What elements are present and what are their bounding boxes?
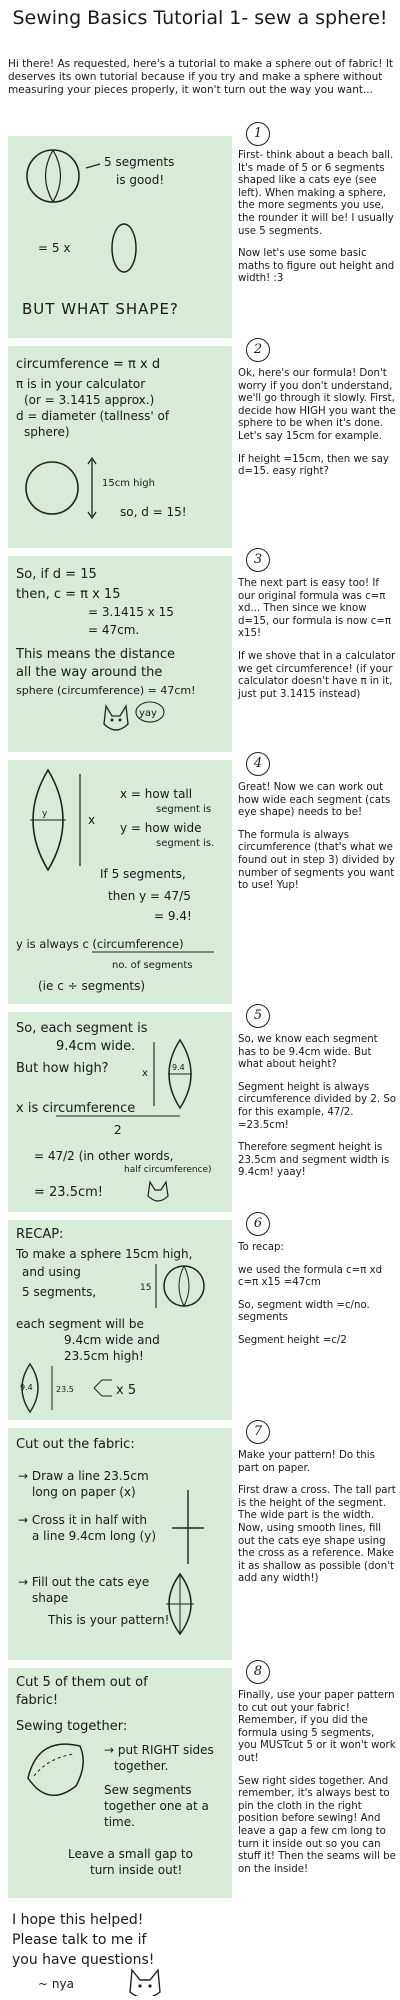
panel-6-text-9: 9.4: [20, 1383, 33, 1392]
panel-4-text-5: then y = 47/5: [108, 889, 191, 903]
step-7-para-1: Make your pattern! Do this part on paper.: [238, 1450, 375, 1474]
step-5-para-2: Segment height is always circumference divided by 2. So for this example, 47/2. =23.5cm!: [238, 1081, 397, 1131]
panel-6-text-2: and using: [22, 1265, 81, 1279]
step-8-para-1: Finally, use your paper pattern to cut out your fabric! Remember, if you did the formula using 5 segments, you MUSTcut 5 or it won't work out!: [238, 1690, 396, 1764]
panel-4-text-4: If 5 segments,: [100, 867, 186, 881]
step-1-para-2: Now let's use some basic maths to figure out height and width! :3: [238, 248, 395, 285]
panel-3-drawing: [8, 556, 232, 752]
panel-7-text-2: long on paper (x): [32, 1485, 136, 1499]
panel-step-1: [8, 136, 232, 338]
panel-4-text-1: segment is: [156, 804, 212, 815]
closing-drawing: [8, 1910, 238, 1996]
panel-5-text-4: 2: [114, 1123, 122, 1137]
panel-8-text-7: time.: [104, 1815, 135, 1829]
step-8-number: 8: [246, 1660, 270, 1684]
panel-1-text-1: is good!: [116, 173, 165, 187]
panel-8-text-9: turn inside out!: [90, 1863, 183, 1877]
panel-5-text-1: 9.4cm wide.: [56, 1039, 136, 1054]
closing-line-2: Please talk to me if: [12, 1932, 147, 1948]
panel-step-7: [8, 1428, 232, 1660]
step-6-number: 6: [246, 1212, 270, 1236]
panel-7-text-3: → Cross it in half with: [18, 1513, 147, 1527]
step-5-number: 5: [246, 1004, 270, 1028]
panel-8-text-1: fabric!: [16, 1693, 59, 1708]
panel-2-text-5: 15cm high: [102, 478, 155, 489]
panel-7-text-1: → Draw a line 23.5cm: [18, 1469, 149, 1483]
step-7-para-2: First draw a cross. The tall part is the height of the segment. The wide part is the width. Now, using smooth lines, fill out the cats eye shape using the cross as a reference. Make it as shallow as possible (don't add any width!): [238, 1485, 396, 1585]
panel-8-text-4: together.: [114, 1759, 169, 1773]
panel-step-6: [8, 1220, 232, 1420]
closing-line-1: I hope this helped!: [12, 1912, 144, 1928]
panel-8-text-6: together one at a: [104, 1799, 209, 1813]
closing-line-3: you have questions!: [12, 1952, 155, 1968]
panel-4-text-9: (ie c ÷ segments): [38, 979, 146, 993]
panel-6-text-5: each segment will be: [16, 1317, 144, 1331]
cat-doodle-icon: [130, 1970, 160, 1996]
panel-5-text-3: x is circumference: [16, 1101, 136, 1116]
panel-6-text-6: 9.4cm wide and: [64, 1333, 160, 1347]
panel-1-drawing: [8, 136, 232, 338]
step-3-para-2: If we shove that in a calculator we get circumference! (if your calculator doesn't have π in it, just put 3.1415 instead): [238, 650, 396, 700]
panel-6-text-10: 23.5: [56, 1385, 74, 1394]
panel-4-text-6: = 9.4!: [154, 909, 192, 923]
panel-3-text-2: = 3.1415 x 15: [88, 605, 174, 619]
step-1-number: 1: [246, 122, 270, 146]
step-2-number: 2: [246, 338, 270, 362]
step-4-para-1: Great! Now we can work out how wide each segment (cats eye shape) needs to be!: [238, 782, 391, 819]
page-title: Sewing Basics Tutorial 1- sew a sphere!: [12, 7, 388, 29]
panel-5-drawing: [8, 1012, 232, 1212]
panel-7-drawing: [8, 1428, 232, 1660]
svg-text:y: y: [42, 809, 48, 819]
panel-6-text-4: 15: [140, 1283, 152, 1293]
panel-6-text-8: x 5: [116, 1383, 137, 1398]
step-8-para-2: Sew right sides together. And remember, it's always best to pin the cloth in the right position before sewing! And leave a gap a few cm long to turn it inside out so you can stuff it! Then the seams will be on the inside!: [238, 1775, 396, 1875]
panel-2-text-3: d = diameter (tallness' of: [16, 409, 170, 423]
panel-1-text-0: 5 segments: [104, 155, 175, 169]
panel-step-3: [8, 556, 232, 752]
panel-3-text-6: sphere (circumference) = 47cm!: [16, 684, 196, 697]
step-2-para-2: If height =15cm, then we say d=15. easy right?: [238, 453, 389, 478]
panel-1-text-3: BUT WHAT SHAPE?: [22, 300, 179, 318]
panel-7-text-4: a line 9.4cm long (y): [32, 1529, 157, 1543]
step-6-para-2: we used the formula c=π xd c=π x15 =47cm: [238, 1264, 383, 1289]
panel-8-text-5: Sew segments: [104, 1783, 192, 1797]
panel-2-text-4: sphere): [24, 425, 70, 439]
step-4-number: 4: [246, 752, 270, 776]
step-4-para-2: The formula is always circumference (that's what we found out in step 3) divided by number of segments you want to use! Yup!: [238, 829, 395, 892]
panel-3-text-1: then, c = π x 15: [16, 587, 121, 602]
panel-4-text-2: y = how wide: [120, 821, 202, 835]
panel-1-text-2: = 5 x: [38, 241, 71, 255]
step-1-text: [238, 150, 396, 296]
panel-4-text-7: y is always c (circumference): [16, 937, 184, 951]
panel-5-text-5: = 47/2 (in other words,: [34, 1149, 174, 1163]
panel-2-text-6: so, d = 15!: [120, 505, 187, 519]
panel-4-text-3: segment is.: [156, 838, 215, 849]
panel-5-text-8: 9.4: [172, 1063, 185, 1072]
panel-3-text-7: yay: [139, 708, 157, 719]
panel-4-text-8: no. of segments: [112, 960, 193, 971]
step-5-para-1: So, we know each segment has to be 9.4cm wide. But what about height?: [238, 1034, 378, 1071]
closing-signature: ~ nya: [38, 1977, 74, 1991]
panel-2-drawing: [8, 346, 232, 548]
panel-6-text-3: 5 segments,: [22, 1285, 97, 1299]
step-2-para-1: Ok, here's our formula! Don't worry if you don't understand, we'll go through it slowly. First, decide how HIGH you want the sphere to be when it's done. Let's say 15cm for example.: [238, 368, 396, 442]
panel-5-text-7: = 23.5cm!: [34, 1185, 103, 1200]
panel-5-text-2: But how high?: [16, 1061, 109, 1076]
step-6-text: [238, 1242, 396, 1358]
step-3-text: [238, 578, 396, 711]
panel-step-8: [8, 1668, 232, 1898]
intro-text: Hi there! As requested, here's a tutorial to make a sphere out of fabric! It deserves its own tutorial because if you try and make a sphere without measuring your pieces properly, it won't turn out the way you want...: [8, 58, 394, 96]
panel-8-drawing: [8, 1668, 232, 1898]
panel-2-text-0: circumference = π x d: [16, 357, 161, 372]
step-7-number: 7: [246, 1420, 270, 1444]
closing-note: [8, 1910, 238, 2000]
step-8-text: [238, 1690, 396, 1886]
panel-5-text-6: half circumference): [124, 1165, 212, 1175]
panel-6-text-1: To make a sphere 15cm high,: [16, 1247, 193, 1261]
panel-4-drawing: [8, 760, 232, 1004]
panel-4-text-0: x = how tall: [120, 787, 193, 801]
step-4-text: [238, 782, 396, 903]
panel-6-text-7: 23.5cm high!: [64, 1349, 144, 1363]
panel-6-drawing: [8, 1220, 232, 1420]
panel-3-text-4: This means the distance: [16, 647, 176, 662]
panel-7-text-7: This is your pattern!: [48, 1613, 170, 1627]
step-6-para-3: So, segment width =c/no. segments: [238, 1299, 370, 1324]
panel-5-text-0: So, each segment is: [16, 1021, 148, 1036]
panel-step-5: [8, 1012, 232, 1212]
panel-3-text-5: all the way around the: [16, 665, 163, 680]
panel-step-4: [8, 760, 232, 1004]
panel-7-text-5: → Fill out the cats eye: [18, 1575, 150, 1589]
step-7-text: [238, 1450, 396, 1596]
panel-2-text-2: (or = 3.1415 approx.): [24, 393, 155, 407]
step-3-para-1: The next part is easy too! If our original formula was c=π xd... Then since we know d=15, our formula is now c=π x15!: [238, 578, 391, 640]
panel-2-text-1: π is in your calculator: [16, 377, 146, 391]
panel-3-text-0: So, if d = 15: [16, 567, 97, 582]
step-1-para-1: First- think about a beach ball. It's made of 5 or 6 segments shaped like a cats eye (see left). When making a sphere, the more segments you use, the rounder it will be! I usually use 5 segments.: [238, 150, 394, 237]
svg-text:x: x: [88, 813, 96, 827]
step-3-number: 3: [246, 548, 270, 572]
step-6-para-4: Segment height =c/2: [238, 1334, 347, 1346]
step-6-para-1: To recap:: [238, 1242, 284, 1253]
step-5-text: [238, 1034, 396, 1190]
panel-3-text-3: = 47cm.: [88, 623, 140, 637]
panel-6-text-0: RECAP:: [16, 1227, 64, 1242]
step-2-text: [238, 368, 396, 489]
panel-8-text-2: Sewing together:: [16, 1719, 128, 1734]
svg-text:x: x: [142, 1068, 148, 1079]
panel-8-text-3: → put RIGHT sides: [104, 1743, 214, 1757]
panel-8-text-0: Cut 5 of them out of: [16, 1675, 148, 1690]
panel-7-text-6: shape: [32, 1591, 69, 1605]
step-5-para-3: Therefore segment height is 23.5cm and segment width is 9.4cm! yaay!: [238, 1142, 390, 1179]
panel-7-text-0: Cut out the fabric:: [16, 1437, 135, 1452]
panel-step-2: [8, 346, 232, 548]
panel-8-text-8: Leave a small gap to: [68, 1847, 193, 1861]
